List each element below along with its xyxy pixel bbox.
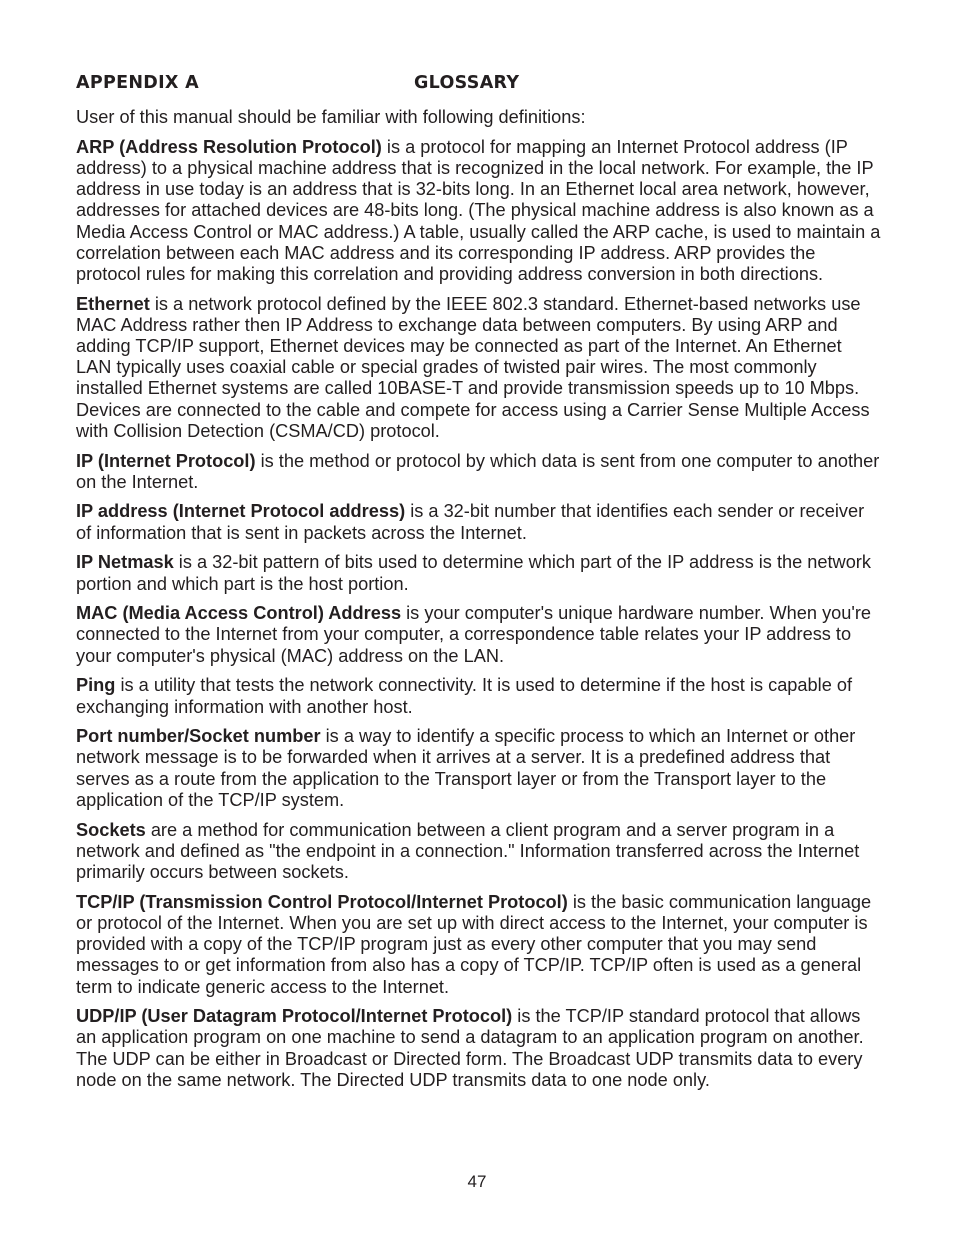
glossary-entry-ip [76,451,882,493]
page-number: 47 [467,1172,487,1191]
glossary-entry-ip-address [76,501,882,543]
glossary-term: ARP (Address Resolution Protocol) [76,136,382,157]
glossary-term: UDP/IP (User Datagram Protocol/Internet Protocol) [76,1006,513,1027]
glossary-entry-ping [76,675,882,717]
glossary-definition: is a protocol for mapping an Internet Protocol address (IP address) to a physical machine address that is recognized in the local network. For example, the IP address in use today is an address that is 32-bits long. In an Ethernet local area network, however, addresses for attached devices are 48-bits long. (The physical machine address is also known as a Media Access Control or MAC address.) A table, usually called the ARP cache, is used to maintain a correlation between each MAC address and its corresponding IP address. ARP provides the protocol rules for making this correlation and providing address conversion in both directions. [76,136,881,284]
glossary-entry-arp [76,137,882,285]
page-heading [76,72,882,96]
glossary-definition: is a network protocol defined by the IEEE 802.3 standard. Ethernet-based networks use MAC Address rather then IP Address to exchange data between computers. By using ARP and adding TCP/IP support, Ethernet devices may be connected as part of the Internet. An Ethernet LAN typically uses coaxial cable or special grades of twisted pair wires. The most commonly installed Ethernet systems are called 10BASE-T and provide transmission speeds up to 10 Mbps. Devices are connected to the cable and compete for access using a Carrier Sense Multiple Access with Collision Detection (CSMA/CD) protocol. [76,293,870,441]
glossary-term: Ethernet [76,293,150,314]
glossary-term: MAC (Media Access Control) Address [76,603,402,624]
glossary-entry-ip-netmask [76,552,882,594]
glossary-term: TCP/IP (Transmission Control Protocol/Internet Protocol) [76,891,568,912]
document-page [76,72,882,1091]
glossary-entry-ethernet [76,294,882,442]
glossary-definition: is the basic communication language or protocol of the Internet. When you are set up with direct access to the Internet, your computer is provided with a copy of the TCP/IP program just as every other computer that you may send messages to or get information from also has a copy of TCP/IP. TCP/IP often is used as a general term to indicate generic access to the Internet. [76,891,872,997]
glossary-definition: is your computer's unique hardware number. When you're connected to the Internet from your computer, a correspondence table relates your IP address to your computer's physical (MAC) address on the LAN. [76,603,872,666]
glossary-definition: is a 32-bit pattern of bits used to determine which part of the IP address is the network portion and which part is the host portion. [76,552,871,594]
glossary-term: Sockets [76,819,146,840]
appendix-label: APPENDIX A [76,73,199,93]
glossary-definition: is the TCP/IP standard protocol that allows an application program on one machine to send a datagram to an application program on another. The UDP can be either in Broadcast or Directed form. The Broadcast UDP transmits data to every node on the same network. The Directed UDP transmits data to one node only. [76,1006,864,1090]
page-title: GLOSSARY [414,73,520,93]
glossary-entry-mac-address [76,603,882,667]
glossary-term: IP address (Internet Protocol address) [76,501,406,522]
glossary-term: Ping [76,675,116,696]
glossary-term: Port number/Socket number [76,726,321,747]
glossary-entry-udp-ip [76,1006,882,1091]
glossary-entry-port-number [76,726,882,811]
glossary-definition: is a utility that tests the network connectivity. It is used to determine if the host is capable of exchanging information with another host. [76,675,853,717]
glossary-term: IP Netmask [76,552,174,573]
glossary-definition: is a way to identify a specific process to which an Internet or other network message is to be forwarded when it arrives at a server. It is a predefined address that serves as a route from the application to the Transport layer or from the Transport layer to the application of the TCP/IP system. [76,726,856,810]
intro-text: User of this manual should be familiar with following definitions: [76,107,586,127]
glossary-definition: is a 32-bit number that identifies each sender or receiver of information that is sent in packets across the Internet. [76,501,865,543]
glossary-term: IP (Internet Protocol) [76,450,256,471]
glossary-definition: are a method for communication between a client program and a server program in a network and defined as "the endpoint in a connection." Information transferred across the Internet primarily occurs between sockets. [76,819,860,882]
glossary-entry-tcp-ip [76,892,882,998]
glossary-entry-sockets [76,820,882,884]
glossary-definition: is the method or protocol by which data is sent from one computer to another on the Internet. [76,450,880,492]
